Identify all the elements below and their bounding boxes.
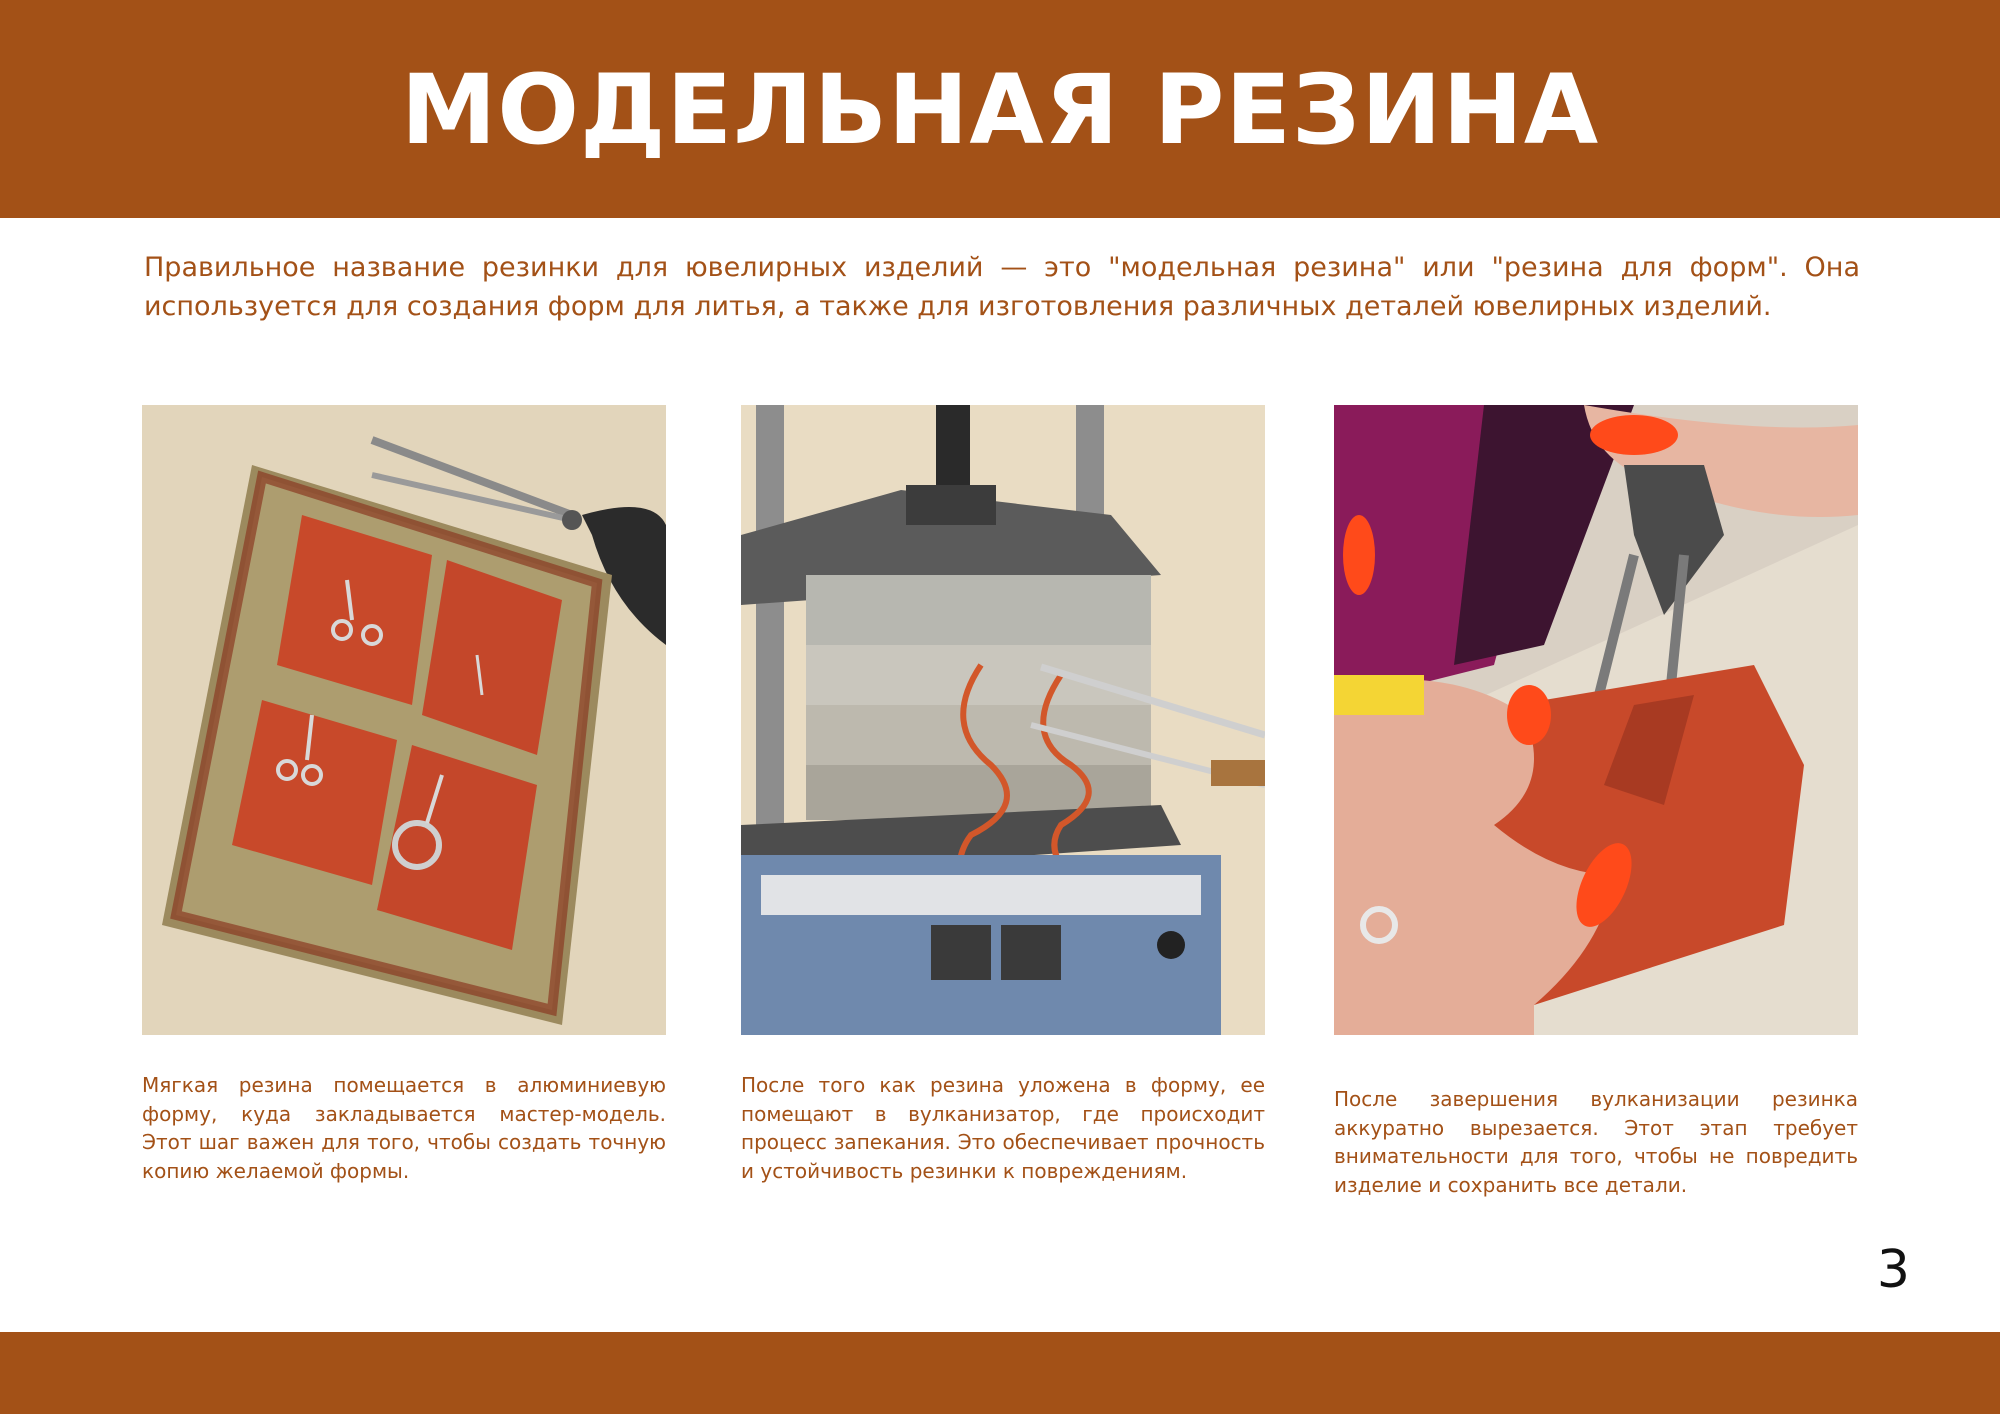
caption-step-2: После того как резина уложена в форму, ее помещают в вулканизатор, где происходит процесс запекания. Это обеспечивает прочность и устойчивость резинки к повреждениям.	[741, 1073, 1265, 1183]
caption-step-1: Мягкая резина помещается в алюминиевую форму, куда закладывается мастер-модель. Этот шаг важен для того, чтобы создать точную копию желаемой формы.	[142, 1073, 666, 1183]
cutting-rubber-photo	[1334, 405, 1858, 1035]
footer-band	[0, 1332, 2000, 1414]
vulcanizer-photo	[741, 405, 1265, 1035]
caption-step-3: После завершения вулканизации резинка аккуратно вырезается. Этот этап требует внимательности для того, чтобы не повредить изделие и сохранить все детали.	[1334, 1087, 1858, 1197]
page-number: 3	[1876, 1240, 1910, 1300]
intro-paragraph: Правильное название резинки для ювелирных изделий — это "модельная резина" или "резина для форм". Она используется для создания форм для литья, а также для изготовления различных деталей ювелирных изделий.	[144, 252, 1860, 322]
aluminum-mold-photo	[142, 405, 666, 1035]
page-title: МОДЕЛЬНАЯ РЕЗИНА	[400, 54, 1600, 166]
